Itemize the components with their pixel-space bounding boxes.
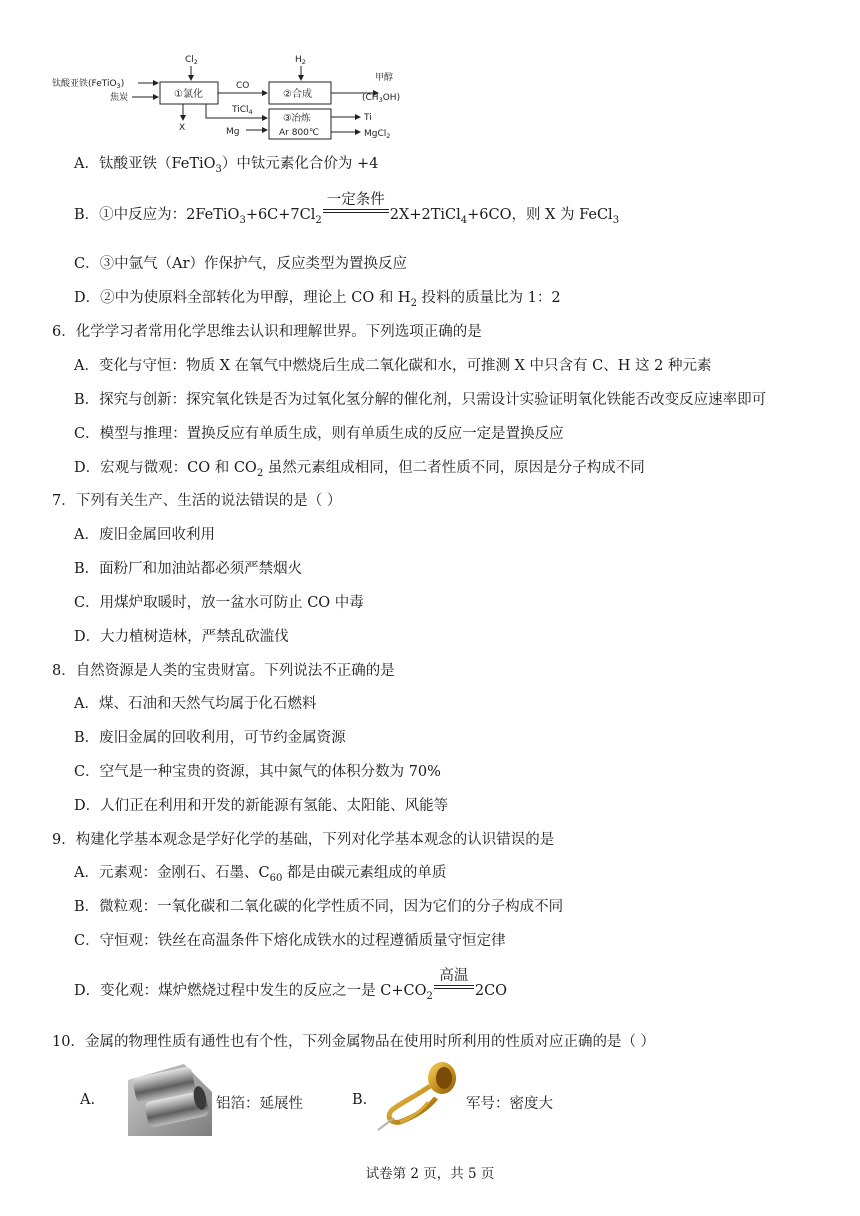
q5-option-b: B．①中反应为：$2FeTiO_3+6C+7Cl_2$ 一定条件 2X+2TiCl$_4$+6CO，则 X 为 FeCl$_3$ xyxy=(74,192,620,226)
q10-option-b-letter: B. xyxy=(352,1092,368,1108)
reaction-condition-sign: 一定条件 xyxy=(323,205,389,219)
q7-option-c: C．用煤炉取暖时，放一盆水可防止 CO 中毒 xyxy=(74,595,364,611)
input-coke: 焦炭 xyxy=(110,93,129,103)
q9-stem: 9．构建化学基本观念是学好化学的基础，下列对化学基本观念的认识错误的是 xyxy=(52,832,555,848)
label-mg: Mg xyxy=(226,127,240,137)
q8-stem: 8．自然资源是人类的宝贵财富。下列说法不正确的是 xyxy=(52,663,395,679)
output-ti: Ti xyxy=(364,113,372,123)
q7-stem: 7．下列有关生产、生活的说法错误的是（ ） xyxy=(52,493,342,509)
svg-text:①氯化: ①氯化 xyxy=(174,89,203,100)
input-fetio3: 钛酸亚铁(FeTiO$_3$) xyxy=(52,79,125,90)
process-flow-diagram xyxy=(50,50,410,150)
q5-option-a: A．钛酸亚铁（FeTiO$_3$）中钛元素化合价为 +4 xyxy=(74,156,379,175)
q10-option-a-letter: A. xyxy=(80,1092,96,1108)
q9-option-a: A．元素观：金刚石、石墨、$C_{60}$ 都是由碳元素组成的单质 xyxy=(74,865,447,884)
page-footer: 试卷第 2 页，共 5 页 xyxy=(365,1166,495,1182)
q9-option-c: C．守恒观：铁丝在高温条件下熔化成铁水的过程遵循质量守恒定律 xyxy=(74,933,506,949)
q8-option-c: C．空气是一种宝贵的资源，其中氮气的体积分数为 70% xyxy=(74,764,441,780)
label-cl2: $Cl_2$ xyxy=(185,55,198,66)
svg-text:③冶炼: ③冶炼 xyxy=(283,113,311,124)
q9-option-d: D．变化观：煤炉燃烧过程中发生的反应之一是 $C+CO_2$ 高温 2CO xyxy=(74,968,508,1002)
q8-option-b: B．废旧金属的回收利用，可节约金属资源 xyxy=(74,730,346,746)
q8-option-a: A．煤、石油和天然气均属于化石燃料 xyxy=(74,696,317,712)
bugle-image xyxy=(376,1058,462,1134)
q6-option-b: B．探究与创新：探究氧化铁是否为过氧化氢分解的催化剂，只需设计实验证明氧化铁能否改变反应速率即可 xyxy=(74,392,767,408)
q10-option-b-label: 军号：密度大 xyxy=(466,1096,553,1112)
q5-option-c: C．③中氩气（Ar）作保护气，反应类型为置换反应 xyxy=(74,256,407,272)
svg-text:②合成: ②合成 xyxy=(283,89,312,100)
q9-option-b: B．微粒观：一氧化碳和二氧化碳的化学性质不同，因为它们的分子构成不同 xyxy=(74,899,564,915)
q8-option-d: D．人们正在利用和开发的新能源有氢能、太阳能、风能等 xyxy=(74,798,449,814)
q10-stem: 10．金属的物理性质有通性也有个性，下列金属物品在使用时所利用的性质对应正确的是（ ） xyxy=(52,1034,656,1050)
q7-option-b: B．面粉厂和加油站都必须严禁烟火 xyxy=(74,561,303,577)
q7-option-d: D．大力植树造林，严禁乱砍滥伐 xyxy=(74,629,289,645)
label-ticl4: TiCl$_4$ xyxy=(232,105,253,116)
reaction-condition-sign: 高温 xyxy=(434,981,474,995)
q6-option-d: D．宏观与微观：CO 和 $CO_2$ 虽然元素组成相同，但二者性质不同，原因是分子构成不同 xyxy=(74,460,645,479)
q6-option-c: C．模型与推理：置换反应有单质生成，则有单质生成的反应一定是置换反应 xyxy=(74,426,564,442)
label-x: X xyxy=(179,123,186,133)
q10-option-a-label: 铝箔：延展性 xyxy=(216,1096,303,1112)
q6-stem: 6．化学学习者常用化学思维去认识和理解世界。下列选项正确的是 xyxy=(52,324,482,340)
q5-option-d: D．②中为使原料全部转化为甲醇，理论上 CO 和 $H_2$ 投料的质量比为 1：2 xyxy=(74,290,561,309)
output-mgcl2: MgCl$_2$ xyxy=(364,129,391,140)
label-h2: $H_2$ xyxy=(295,55,306,66)
svg-text:Ar 800℃: Ar 800℃ xyxy=(279,128,320,138)
q7-option-a: A．废旧金属回收利用 xyxy=(74,527,215,543)
q6-option-a: A．变化与守恒：物质 X 在氧气中燃烧后生成二氧化碳和水，可推测 X 中只含有 C、H 这 2 种元素 xyxy=(74,358,712,374)
output-methanol-b: $(CH_3OH)$ xyxy=(362,93,401,104)
label-co: CO xyxy=(236,81,250,91)
aluminum-foil-rolls-image xyxy=(128,1062,212,1136)
output-methanol-a: 甲醇 xyxy=(375,73,394,83)
